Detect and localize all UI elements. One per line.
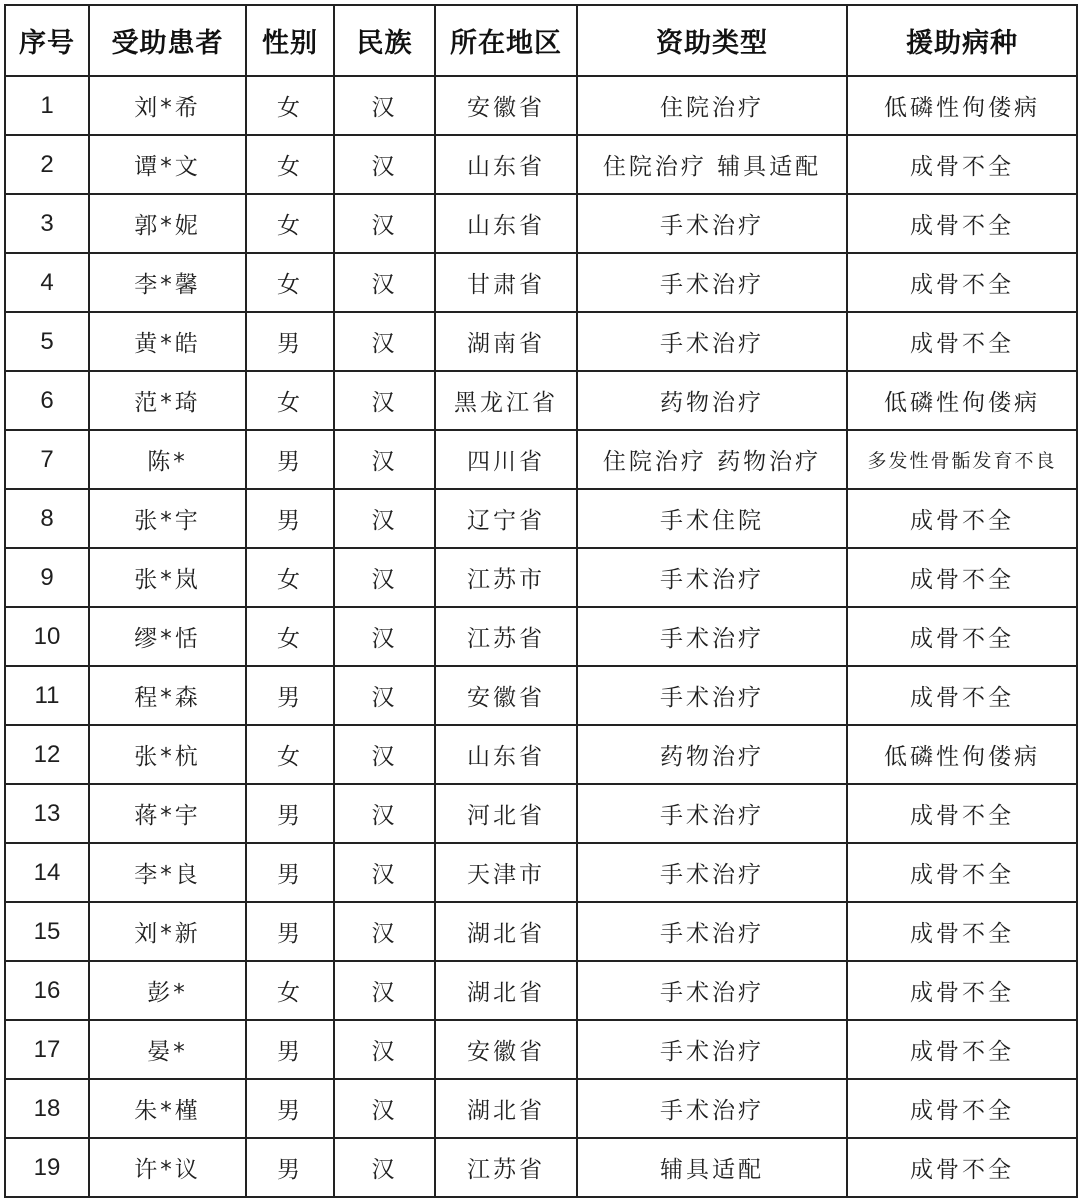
table-row: [5, 902, 1077, 961]
table-row: [5, 194, 1077, 253]
cell-disease: 成骨不全: [847, 902, 1077, 961]
cell-disease: 成骨不全: [847, 489, 1077, 548]
table-row: [5, 253, 1077, 312]
cell-ethnicity: 汉: [334, 1079, 435, 1138]
cell-sex: 男: [246, 312, 334, 371]
cell-patient: 李*良: [89, 843, 246, 902]
cell-disease: 成骨不全: [847, 1138, 1077, 1197]
cell-ethnicity: 汉: [334, 135, 435, 194]
cell-ethnicity: 汉: [334, 902, 435, 961]
cell-aid-type: 手术治疗: [577, 253, 847, 312]
cell-sex: 男: [246, 1020, 334, 1079]
table-row: [5, 784, 1077, 843]
cell-disease: 成骨不全: [847, 607, 1077, 666]
cell-sex: 男: [246, 1138, 334, 1197]
cell-aid-type: 手术治疗: [577, 843, 847, 902]
cell-ethnicity: 汉: [334, 194, 435, 253]
cell-patient: 李*馨: [89, 253, 246, 312]
cell-sex: 女: [246, 725, 334, 784]
table-row: [5, 666, 1077, 725]
cell-sex: 女: [246, 961, 334, 1020]
cell-patient: 谭*文: [89, 135, 246, 194]
table-row: [5, 1020, 1077, 1079]
cell-index: 6: [5, 371, 89, 430]
cell-index: 15: [5, 902, 89, 961]
cell-sex: 女: [246, 76, 334, 135]
cell-region: 江苏市: [435, 548, 577, 607]
cell-patient: 张*杭: [89, 725, 246, 784]
cell-region: 山东省: [435, 194, 577, 253]
cell-region: 安徽省: [435, 1020, 577, 1079]
cell-ethnicity: 汉: [334, 1020, 435, 1079]
cell-aid-type: 手术住院: [577, 489, 847, 548]
cell-ethnicity: 汉: [334, 784, 435, 843]
cell-patient: 蒋*宇: [89, 784, 246, 843]
cell-ethnicity: 汉: [334, 489, 435, 548]
cell-index: 8: [5, 489, 89, 548]
table-body: [5, 76, 1077, 1197]
cell-region: 山东省: [435, 135, 577, 194]
cell-disease: 成骨不全: [847, 784, 1077, 843]
cell-aid-type: 手术治疗: [577, 312, 847, 371]
cell-sex: 男: [246, 1079, 334, 1138]
cell-region: 湖南省: [435, 312, 577, 371]
cell-aid-type: 辅具适配: [577, 1138, 847, 1197]
cell-index: 2: [5, 135, 89, 194]
header-sex: 性别: [246, 5, 334, 76]
cell-aid-type: 手术治疗: [577, 666, 847, 725]
cell-region: 山东省: [435, 725, 577, 784]
cell-sex: 男: [246, 843, 334, 902]
cell-sex: 女: [246, 607, 334, 666]
cell-index: 5: [5, 312, 89, 371]
cell-disease: 成骨不全: [847, 843, 1077, 902]
cell-disease: 成骨不全: [847, 253, 1077, 312]
header-aid-type: 资助类型: [577, 5, 847, 76]
cell-index: 16: [5, 961, 89, 1020]
cell-index: 7: [5, 430, 89, 489]
table-row: [5, 371, 1077, 430]
cell-ethnicity: 汉: [334, 961, 435, 1020]
cell-index: 14: [5, 843, 89, 902]
cell-disease: 成骨不全: [847, 135, 1077, 194]
table-row: [5, 312, 1077, 371]
cell-region: 湖北省: [435, 902, 577, 961]
table-row: [5, 607, 1077, 666]
cell-sex: 女: [246, 135, 334, 194]
cell-sex: 男: [246, 784, 334, 843]
cell-patient: 刘*新: [89, 902, 246, 961]
cell-aid-type: 手术治疗: [577, 194, 847, 253]
cell-aid-type: 手术治疗: [577, 548, 847, 607]
cell-index: 19: [5, 1138, 89, 1197]
cell-sex: 女: [246, 253, 334, 312]
cell-disease: 低磷性佝偻病: [847, 725, 1077, 784]
cell-ethnicity: 汉: [334, 312, 435, 371]
cell-disease: 成骨不全: [847, 961, 1077, 1020]
cell-index: 18: [5, 1079, 89, 1138]
aid-recipients-table: [4, 4, 1078, 1198]
cell-aid-type: 住院治疗 辅具适配: [577, 135, 847, 194]
table-row: [5, 725, 1077, 784]
cell-index: 1: [5, 76, 89, 135]
cell-patient: 缪*恬: [89, 607, 246, 666]
cell-disease: 成骨不全: [847, 194, 1077, 253]
cell-region: 安徽省: [435, 666, 577, 725]
cell-region: 安徽省: [435, 76, 577, 135]
cell-sex: 男: [246, 430, 334, 489]
cell-aid-type: 住院治疗 药物治疗: [577, 430, 847, 489]
cell-ethnicity: 汉: [334, 725, 435, 784]
table-row: [5, 489, 1077, 548]
cell-region: 甘肃省: [435, 253, 577, 312]
cell-ethnicity: 汉: [334, 253, 435, 312]
cell-ethnicity: 汉: [334, 371, 435, 430]
cell-sex: 女: [246, 548, 334, 607]
cell-index: 12: [5, 725, 89, 784]
header-index: 序号: [5, 5, 89, 76]
table-row: [5, 843, 1077, 902]
cell-sex: 女: [246, 194, 334, 253]
cell-region: 黑龙江省: [435, 371, 577, 430]
cell-region: 四川省: [435, 430, 577, 489]
cell-aid-type: 手术治疗: [577, 1020, 847, 1079]
table-row: [5, 548, 1077, 607]
cell-disease: 多发性骨骺发育不良: [847, 430, 1077, 489]
cell-region: 河北省: [435, 784, 577, 843]
cell-aid-type: 手术治疗: [577, 1079, 847, 1138]
header-disease: 援助病种: [847, 5, 1077, 76]
cell-disease: 成骨不全: [847, 1079, 1077, 1138]
cell-aid-type: 药物治疗: [577, 371, 847, 430]
cell-ethnicity: 汉: [334, 548, 435, 607]
cell-ethnicity: 汉: [334, 1138, 435, 1197]
cell-patient: 许*议: [89, 1138, 246, 1197]
cell-region: 湖北省: [435, 961, 577, 1020]
cell-patient: 黄*皓: [89, 312, 246, 371]
cell-ethnicity: 汉: [334, 76, 435, 135]
cell-patient: 刘*希: [89, 76, 246, 135]
cell-sex: 女: [246, 371, 334, 430]
cell-disease: 成骨不全: [847, 666, 1077, 725]
cell-patient: 彭*: [89, 961, 246, 1020]
table-header: [5, 5, 1077, 76]
cell-aid-type: 住院治疗: [577, 76, 847, 135]
cell-region: 江苏省: [435, 607, 577, 666]
cell-disease: 成骨不全: [847, 548, 1077, 607]
table-row: [5, 430, 1077, 489]
cell-aid-type: 手术治疗: [577, 961, 847, 1020]
cell-patient: 程*森: [89, 666, 246, 725]
cell-region: 天津市: [435, 843, 577, 902]
cell-patient: 陈*: [89, 430, 246, 489]
cell-ethnicity: 汉: [334, 666, 435, 725]
table-row: [5, 1138, 1077, 1197]
cell-sex: 男: [246, 666, 334, 725]
cell-patient: 晏*: [89, 1020, 246, 1079]
cell-ethnicity: 汉: [334, 430, 435, 489]
cell-index: 9: [5, 548, 89, 607]
header-row: [5, 5, 1077, 76]
cell-region: 湖北省: [435, 1079, 577, 1138]
cell-patient: 张*宇: [89, 489, 246, 548]
cell-patient: 朱*槿: [89, 1079, 246, 1138]
table-row: [5, 135, 1077, 194]
cell-disease: 成骨不全: [847, 312, 1077, 371]
cell-index: 17: [5, 1020, 89, 1079]
cell-aid-type: 药物治疗: [577, 725, 847, 784]
cell-index: 11: [5, 666, 89, 725]
cell-sex: 男: [246, 489, 334, 548]
cell-patient: 范*琦: [89, 371, 246, 430]
header-patient: 受助患者: [89, 5, 246, 76]
cell-ethnicity: 汉: [334, 607, 435, 666]
cell-sex: 男: [246, 902, 334, 961]
cell-patient: 郭*妮: [89, 194, 246, 253]
cell-disease: 低磷性佝偻病: [847, 371, 1077, 430]
cell-ethnicity: 汉: [334, 843, 435, 902]
table-row: [5, 961, 1077, 1020]
cell-index: 3: [5, 194, 89, 253]
cell-aid-type: 手术治疗: [577, 607, 847, 666]
cell-aid-type: 手术治疗: [577, 784, 847, 843]
header-region: 所在地区: [435, 5, 577, 76]
cell-disease: 低磷性佝偻病: [847, 76, 1077, 135]
cell-patient: 张*岚: [89, 548, 246, 607]
cell-region: 江苏省: [435, 1138, 577, 1197]
header-ethnicity: 民族: [334, 5, 435, 76]
cell-index: 4: [5, 253, 89, 312]
cell-region: 辽宁省: [435, 489, 577, 548]
cell-index: 10: [5, 607, 89, 666]
cell-aid-type: 手术治疗: [577, 902, 847, 961]
table-row: [5, 1079, 1077, 1138]
cell-index: 13: [5, 784, 89, 843]
cell-disease: 成骨不全: [847, 1020, 1077, 1079]
table-row: [5, 76, 1077, 135]
